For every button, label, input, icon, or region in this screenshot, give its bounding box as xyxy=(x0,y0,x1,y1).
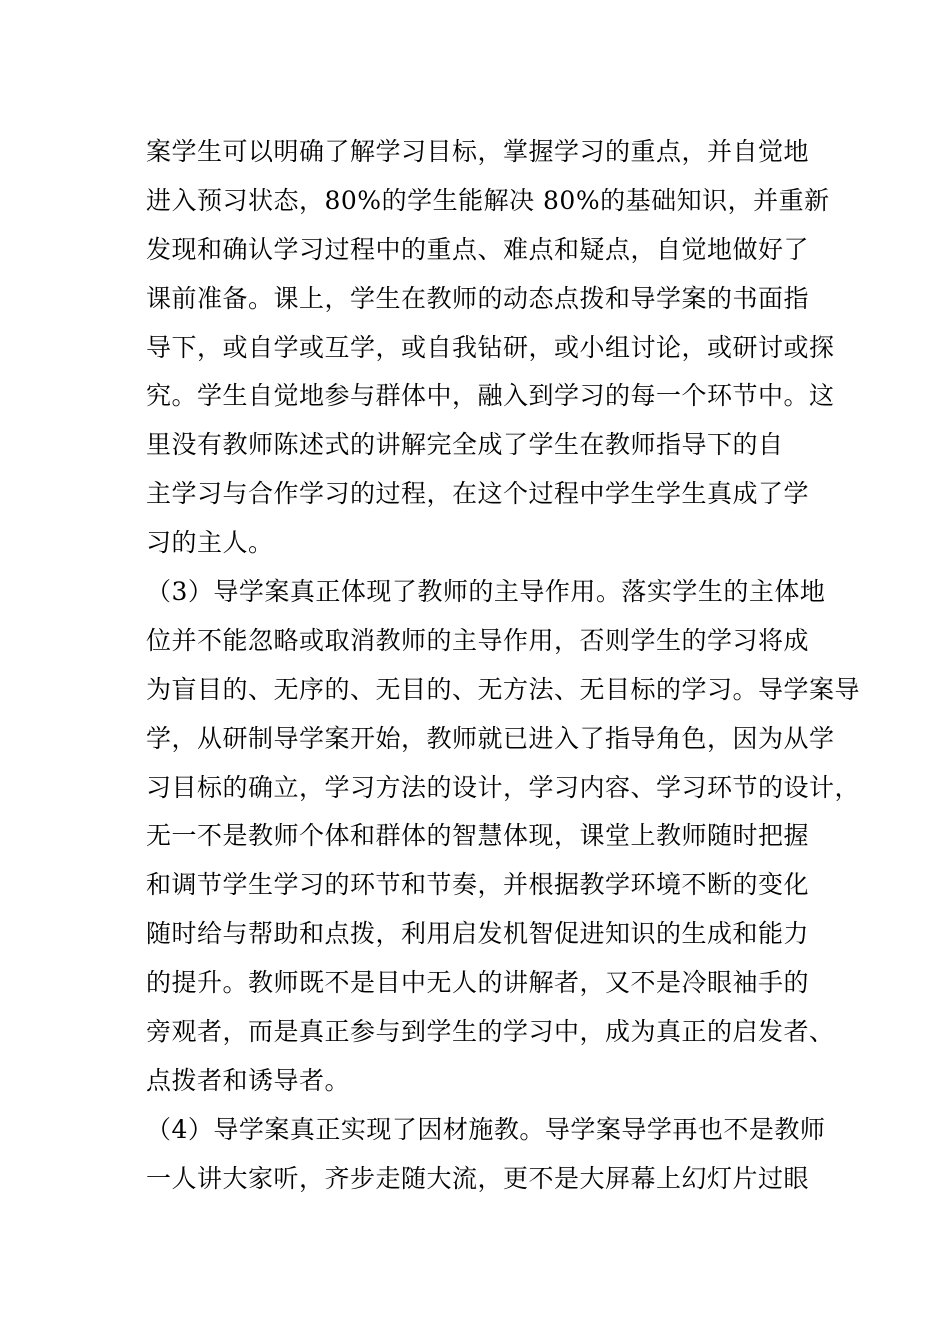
text-line: 和调节学生学习的环节和节奏，并根据教学环境不断的变化 xyxy=(146,870,810,900)
text-line: （4）导学案真正实现了因材施教。导学案导学再也不是教师 xyxy=(146,1114,826,1144)
text-line: 位并不能忽略或取消教师的主导作用，否则学生的学习将成 xyxy=(146,625,810,655)
body-text xyxy=(146,128,861,1204)
text-line: 课前准备。课上，学生在教师的动态点拨和导学案的书面指 xyxy=(146,283,810,313)
text-line: 案学生可以明确了解学习目标，掌握学习的重点，并自觉地 xyxy=(146,137,810,166)
text-line: 习的主人。 xyxy=(146,528,274,558)
text-line: 点拨者和诱导者。 xyxy=(146,1065,351,1095)
text-line: 一人讲大家听，齐步走随大流，更不是大屏幕上幻灯片过眼 xyxy=(146,1163,810,1193)
text-line: 无一不是教师个体和群体的智慧体现，课堂上教师随时把握 xyxy=(146,821,810,851)
text-line: 进入预习状态，80%的学生能解决 80%的基础知识，并重新 xyxy=(146,185,830,215)
text-line: 导下，或自学或互学，或自我钻研，或小组讨论，或研讨或探 xyxy=(146,332,835,362)
text-line: 学，从研制导学案开始，教师就已进入了指导角色，因为从学 xyxy=(146,723,835,753)
text-line: 主学习与合作学习的过程，在这个过程中学生学生真成了学 xyxy=(146,479,810,509)
text-line: 究。学生自觉地参与群体中，融入到学习的每一个环节中。这 xyxy=(146,381,835,411)
text-line: 里没有教师陈述式的讲解完全成了学生在教师指导下的自 xyxy=(146,430,784,460)
text-line: 的提升。教师既不是目中无人的讲解者，又不是冷眼袖手的 xyxy=(146,968,810,998)
text-line: （3）导学案真正体现了教师的主导作用。落实学生的主体地 xyxy=(146,577,826,607)
text-line: 发现和确认学习过程中的重点、难点和疑点，自觉地做好了 xyxy=(146,234,810,264)
text-line: 随时给与帮助和点拨，利用启发机智促进知识的生成和能力 xyxy=(146,919,810,949)
text-line: 为盲目的、无序的、无目的、无方法、无目标的学习。导学案导 xyxy=(146,674,861,704)
text-line: 习目标的确立，学习方法的设计，学习内容、学习环节的设计， xyxy=(146,772,861,802)
text-line: 旁观者，而是真正参与到学生的学习中，成为真正的启发者、 xyxy=(146,1017,835,1047)
